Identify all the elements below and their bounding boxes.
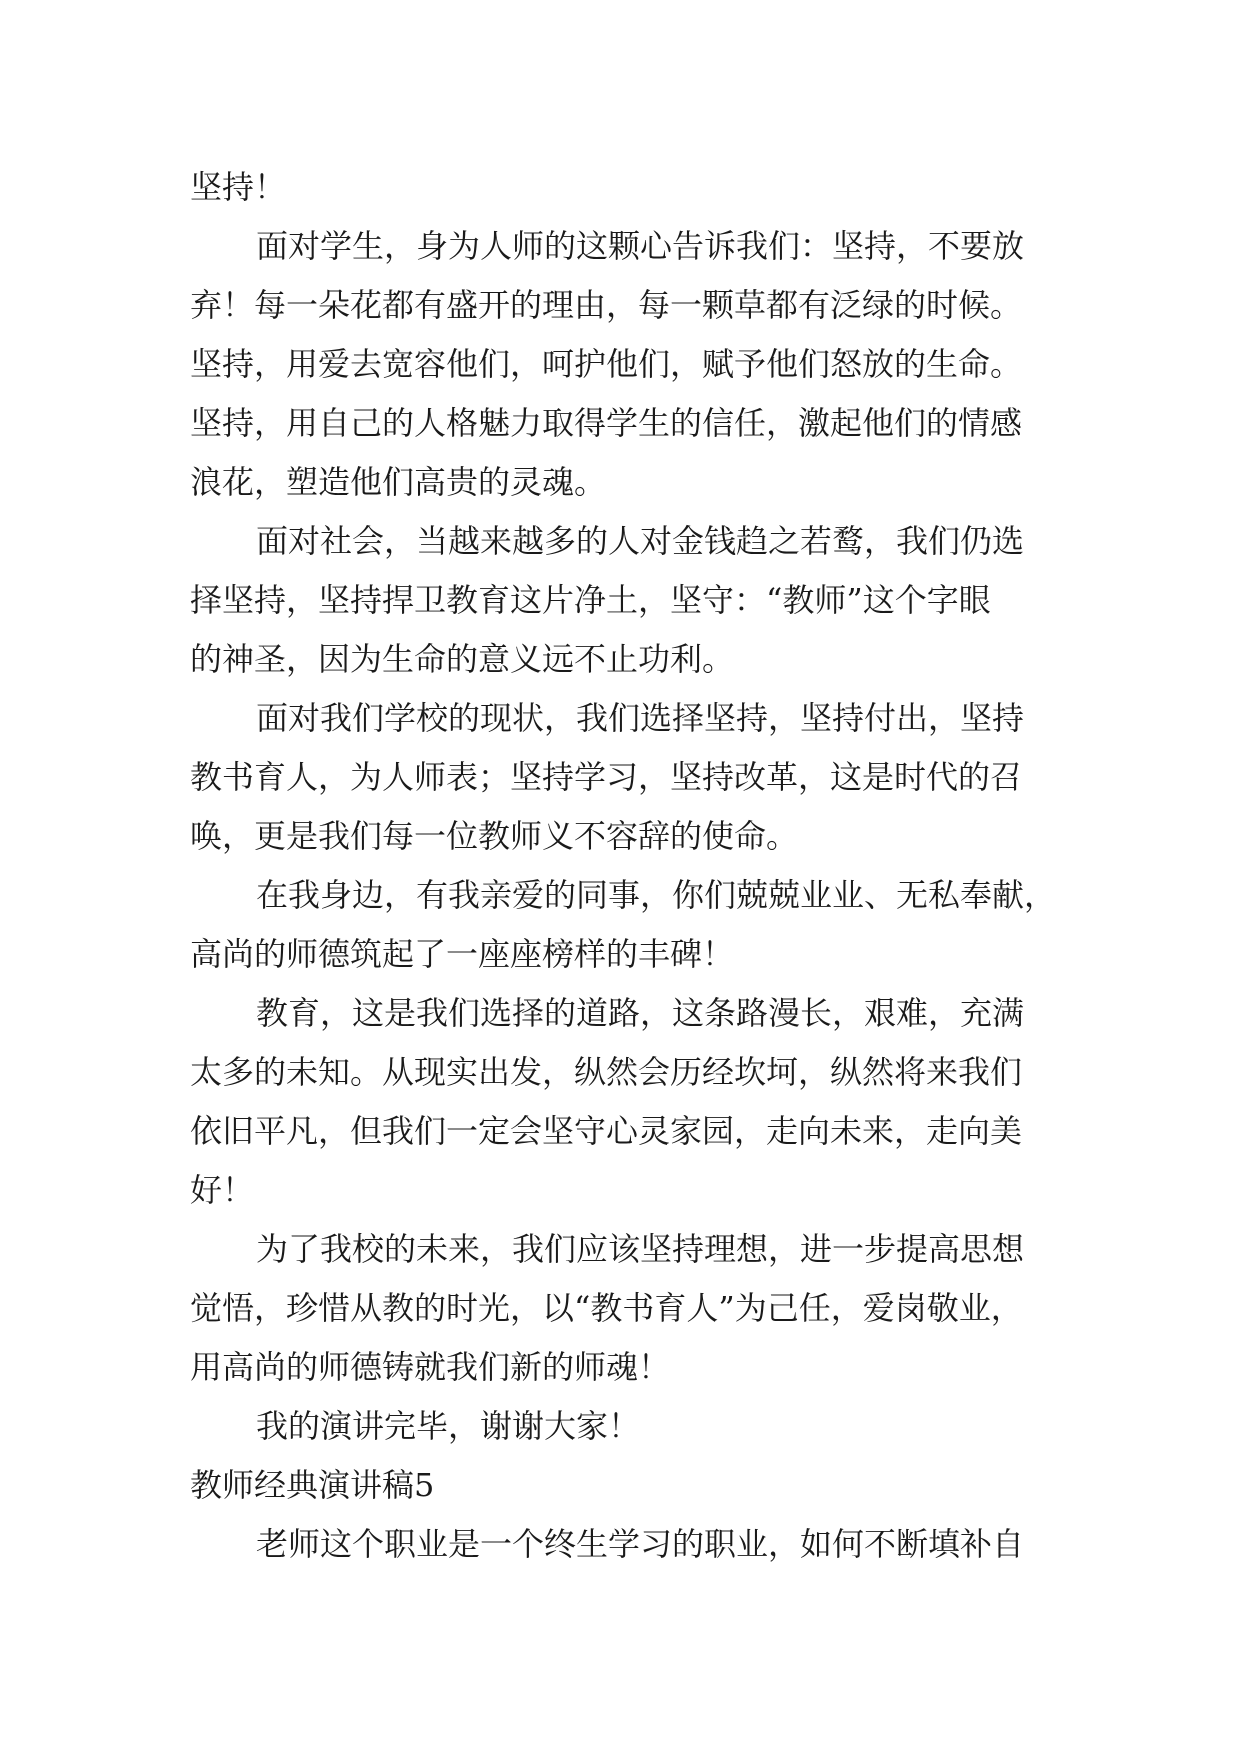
text-line: 面对学生，身为人师的这颗心告诉我们：坚持，不要放	[256, 227, 1025, 265]
section-heading: 教师经典演讲稿5	[190, 1466, 435, 1504]
text-line: 浪花，塑造他们高贵的灵魂。	[190, 463, 607, 501]
text-line: 弃！每一朵花都有盛开的理由，每一颗草都有泛绿的时候。	[190, 286, 1023, 324]
text-line: 唤，更是我们每一位教师义不容辞的使命。	[190, 817, 799, 855]
text-line: 用高尚的师德铸就我们新的师魂！	[190, 1348, 671, 1386]
text-line: 依旧平凡，但我们一定会坚守心灵家园，走向未来，走向美	[190, 1112, 1023, 1150]
text-line: 面对社会，当越来越多的人对金钱趋之若鹜，我们仍选	[256, 522, 1025, 560]
text-line: 在我身边，有我亲爱的同事，你们兢兢业业、无私奉献，	[256, 876, 1057, 914]
text-line: 坚持！	[190, 168, 287, 206]
text-line: 高尚的师德筑起了一座座榜样的丰碑！	[190, 935, 735, 973]
text-line: 老师这个职业是一个终生学习的职业，如何不断填补自	[256, 1525, 1025, 1563]
text-line: 的神圣，因为生命的意义远不止功利。	[190, 640, 735, 678]
text-line: 好！	[190, 1171, 255, 1209]
text-line: 坚持，用爱去宽容他们，呵护他们，赋予他们怒放的生命。	[190, 345, 1023, 383]
text-line: 我的演讲完毕，谢谢大家！	[256, 1407, 641, 1445]
text-line: 择坚持，坚持捍卫教育这片净土，坚守：“教师”这个字眼	[190, 581, 991, 619]
text-line: 坚持，用自己的人格魅力取得学生的信任，激起他们的情感	[190, 404, 1023, 442]
text-line: 教育，这是我们选择的道路，这条路漫长，艰难，充满	[256, 994, 1025, 1032]
text-line: 为了我校的未来，我们应该坚持理想，进一步提高思想	[256, 1230, 1025, 1268]
text-line: 觉悟，珍惜从教的时光，以“教书育人”为己任，爱岗敬业，	[190, 1289, 1023, 1327]
document-body	[190, 158, 1060, 1574]
text-line: 教书育人，为人师表；坚持学习，坚持改革，这是时代的召	[190, 758, 1023, 796]
text-line: 面对我们学校的现状，我们选择坚持，坚持付出，坚持	[256, 699, 1025, 737]
text-line: 太多的未知。从现实出发，纵然会历经坎坷，纵然将来我们	[190, 1053, 1023, 1091]
